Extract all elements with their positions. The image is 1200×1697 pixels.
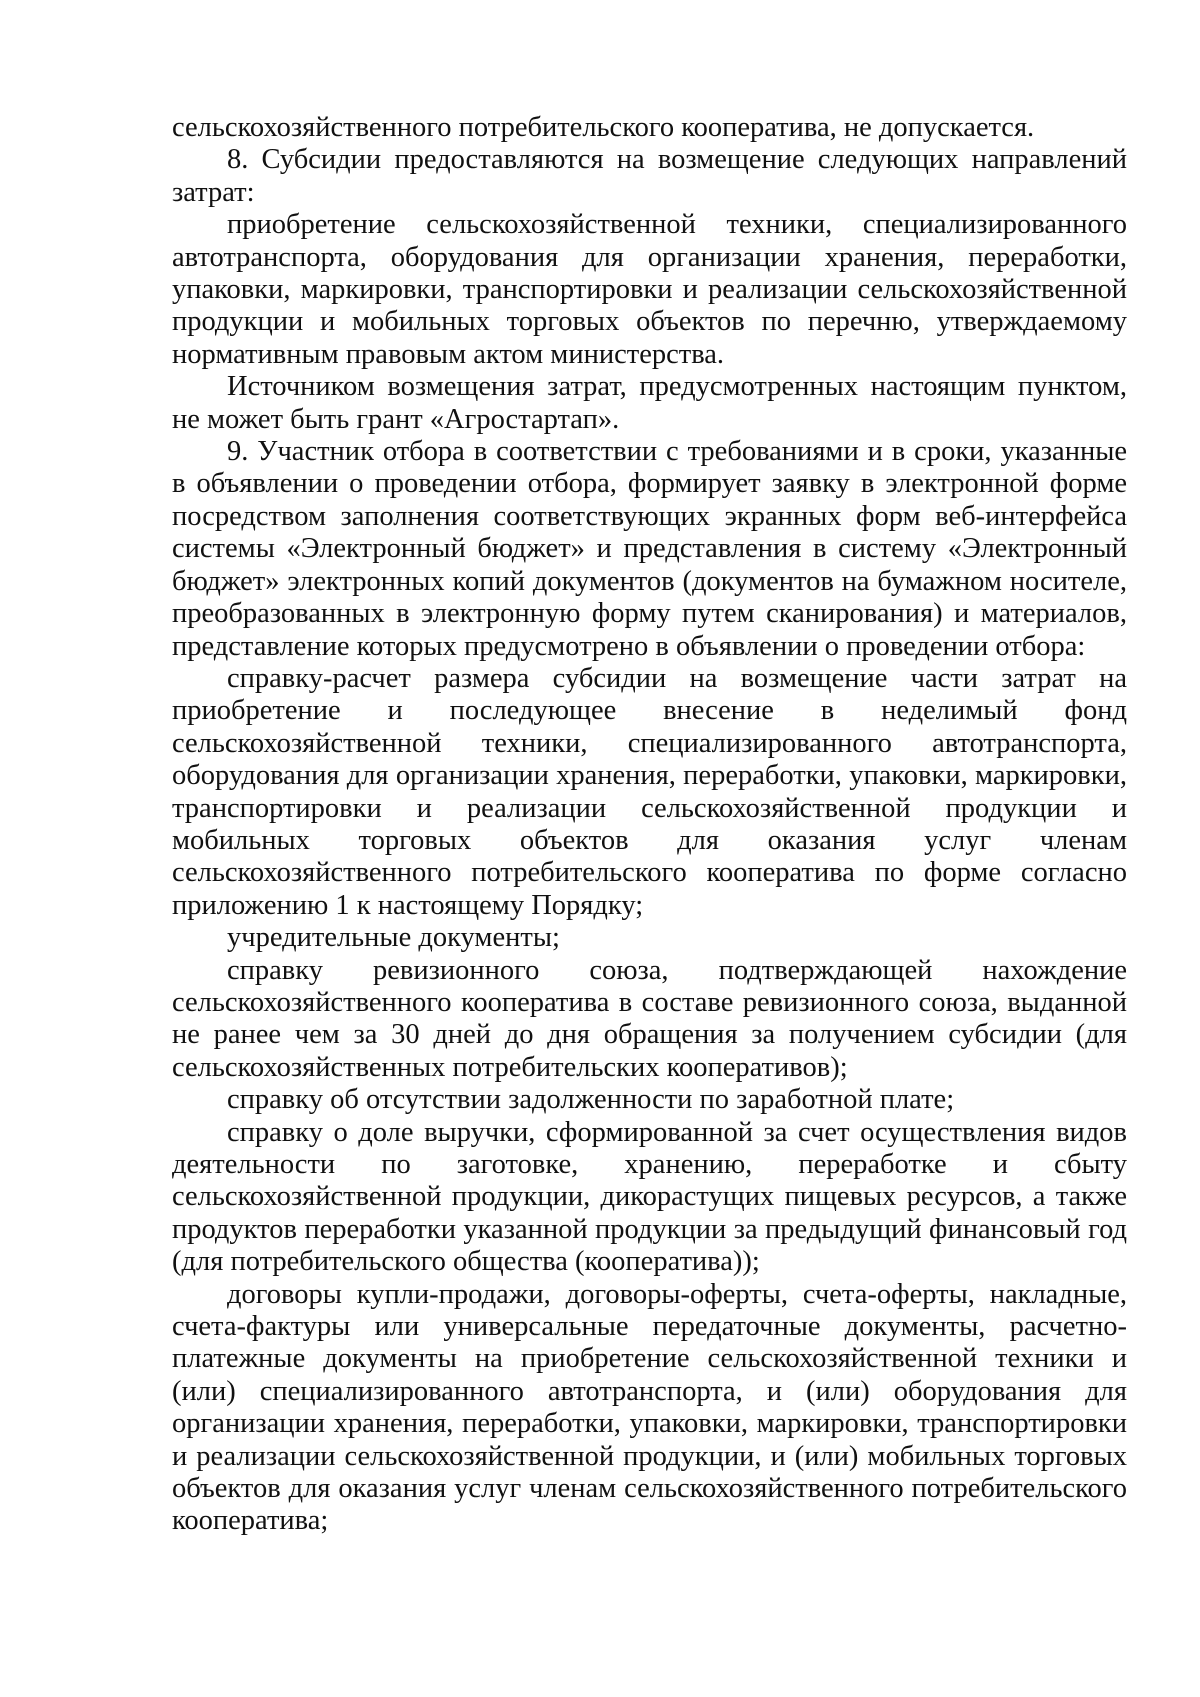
paragraph-equipment-acquisition: приобретение сельскохозяйственной техники, специализированного автотранспорта, оборудования для организации хранения, переработки, упаковки, маркировки, транспортировки и реализации сельскохозяйственной продукции и мобильных торговых объектов по перечню, утверждаемому нормативным правовым актом министерства. [172,209,1127,370]
document-body [172,112,1127,1538]
paragraph-item-8: 8. Субсидии предоставляются на возмещение следующих направлений затрат: [172,144,1127,208]
paragraph-continuation: сельскохозяйственного потребительского кооператива, не допускается. [172,112,1035,143]
paragraph-subsidy-calculation: справку-расчет размера субсидии на возмещение части затрат на приобретение и последующее внесение в неделимый фонд сельскохозяйственной техники, специализированного автотранспорта, оборудования для организации хранения, переработки, упаковки, маркировки, транспортировки и реализации сельскохозяйственной продукции и мобильных торговых объектов для оказания услуг членам сельскохозяйственного потребительского кооператива по форме согласно приложению 1 к настоящему Порядку; [172,662,1127,921]
paragraph-item-9: 9. Участник отбора в соответствии с требованиями и в сроки, указанные в объявлении о проведении отбора, формирует заявку в электронной форме посредством заполнения соответствующих экранных форм веб-интерфейса системы «Электронный бюджет» и представления в систему «Электронный бюджет» электронных копий документов (документов на бумажном носителе, преобразованных в электронную форму путем сканирования) и материалов, представление которых предусмотрено в объявлении о проведении отбора: [172,436,1127,662]
paragraph-audit-union-certificate: справку ревизионного союза, подтверждающей нахождение сельскохозяйственного кооператива в составе ревизионного союза, выданной не ранее чем за 30 дней до дня обращения за получением субсидии (для сельскохозяйственных потребительских кооперативов); [172,954,1127,1083]
paragraph-founding-documents: учредительные документы; [227,922,560,954]
paragraph-funding-source: Источником возмещения затрат, предусмотренных настоящим пунктом, не может быть грант «Агростартап». [172,371,1127,435]
paragraph-revenue-share: справку о доле выручки, сформированной за счет осуществления видов деятельности по заготовке, хранению, переработке и сбыту сельскохозяйственной продукции, дикорастущих пищевых ресурсов, а также продуктов переработки указанной продукции за предыдущий финансовый год (для потребительского общества (кооператива)); [172,1116,1127,1278]
paragraph-no-wage-debt: справку об отсутствии задолженности по заработной плате; [227,1084,955,1116]
paragraph-purchase-contracts: договоры купли-продажи, договоры-оферты, счета-оферты, накладные, счета-фактуры или универсальные передаточные документы, расчетно-платежные документы на приобретение сельскохозяйственной техники и (или) специализированного автотранспорта, и (или) оборудования для организации хранения, переработки, упаковки, маркировки, транспортировки и реализации сельскохозяйственной продукции, и (или) мобильных торговых объектов для оказания услуг членам сельскохозяйственного потребительского кооператива; [172,1278,1127,1537]
